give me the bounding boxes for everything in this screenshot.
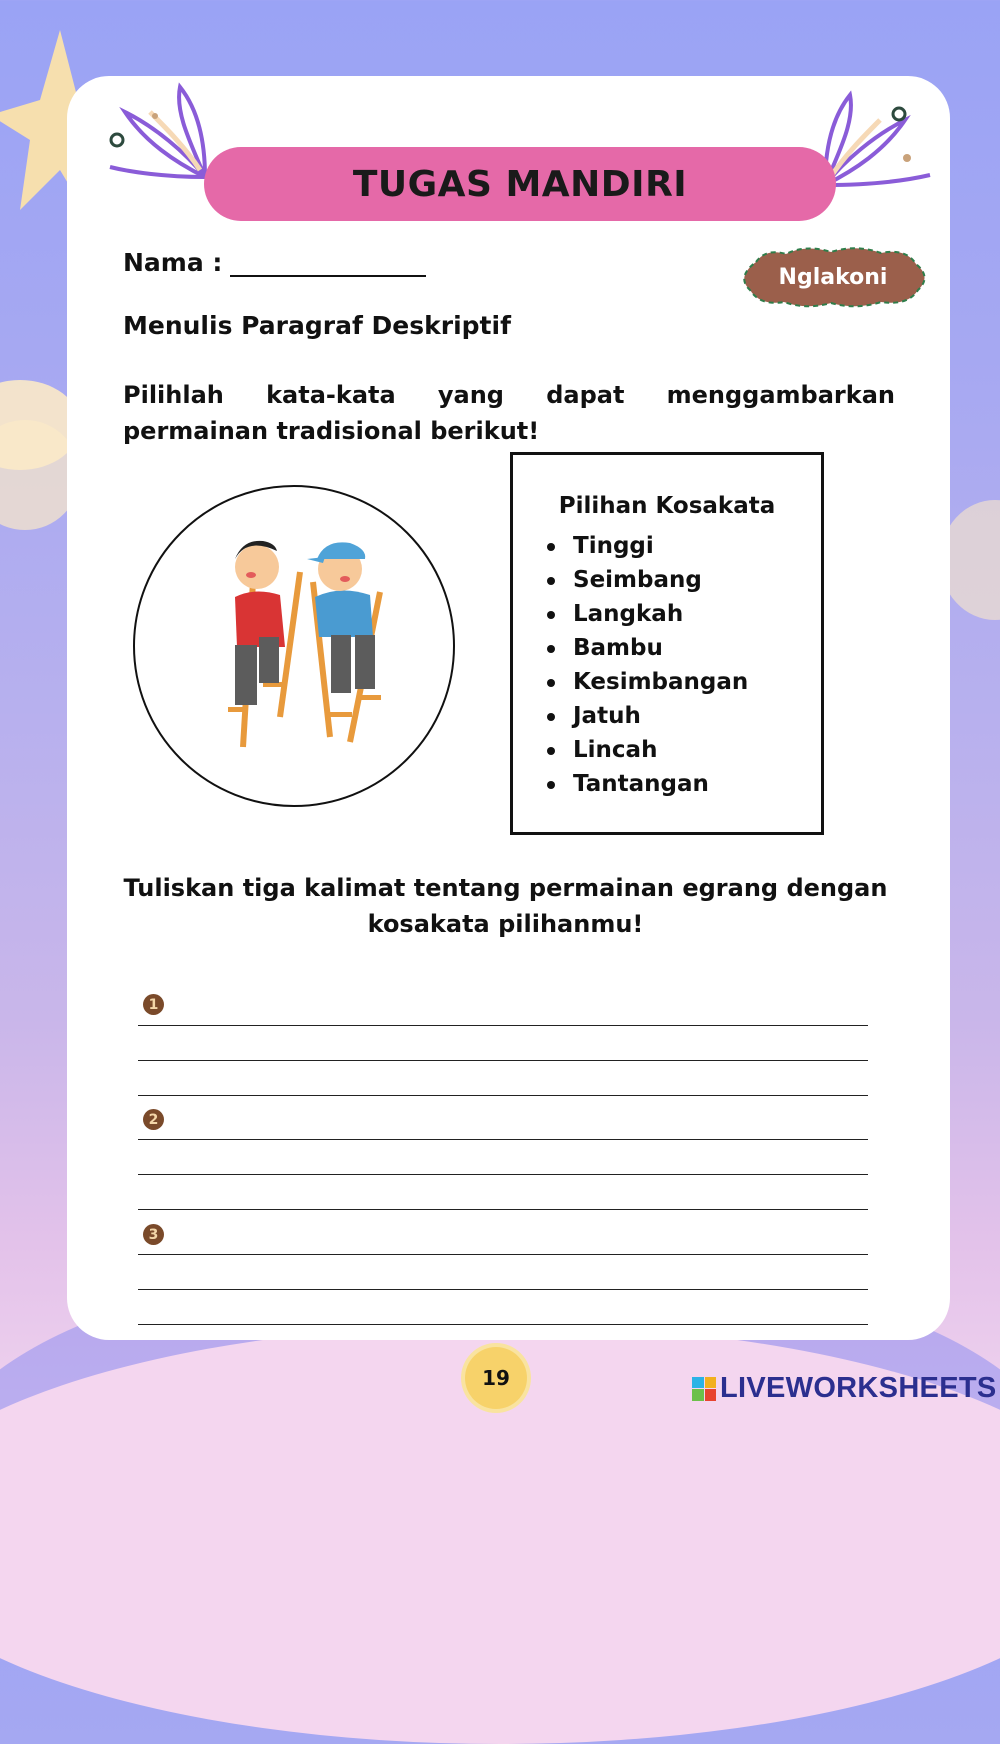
name-field-row <box>123 248 426 277</box>
answer-number-1: 1 <box>143 994 164 1015</box>
answer-number-2: 2 <box>143 1109 164 1130</box>
page-title: TUGAS MANDIRI <box>352 163 688 205</box>
writing-prompt: Tuliskan tiga kalimat tentang permainan egrang dengan kosakata pilihanmu! <box>123 874 888 938</box>
answer-line-1a[interactable] <box>138 1025 868 1026</box>
list-item <box>571 665 748 699</box>
list-item <box>571 767 748 801</box>
name-input-line[interactable] <box>230 251 426 277</box>
bullet-icon <box>547 611 555 619</box>
vocab-word: Jatuh <box>573 703 641 729</box>
answer-line-3b[interactable] <box>138 1289 868 1290</box>
answer-line-2c[interactable] <box>138 1209 868 1210</box>
bullet-icon <box>547 577 555 585</box>
bullet-icon <box>547 543 555 551</box>
vocab-word: Seimbang <box>573 567 702 593</box>
list-item <box>571 529 748 563</box>
bullet-icon <box>547 747 555 755</box>
vocabulary-list <box>571 529 748 801</box>
page-number: 19 <box>465 1347 527 1409</box>
list-item <box>571 699 748 733</box>
vocabulary-box <box>510 452 824 835</box>
answer-line-3c[interactable] <box>138 1324 868 1325</box>
bullet-icon <box>547 713 555 721</box>
vocab-word: Bambu <box>573 635 663 661</box>
illustration-frame <box>133 485 455 807</box>
list-item <box>571 597 748 631</box>
activity-badge <box>736 244 930 310</box>
answer-line-2a[interactable] <box>138 1139 868 1140</box>
answer-line-1c[interactable] <box>138 1095 868 1096</box>
vocab-word: Lincah <box>573 737 658 763</box>
bullet-icon <box>547 781 555 789</box>
name-label: Nama : <box>123 248 223 277</box>
vocab-word: Tinggi <box>573 533 654 559</box>
vocabulary-title: Pilihan Kosakata <box>558 493 776 519</box>
liveworksheets-brand[interactable] <box>692 1372 997 1405</box>
section-subtitle: Menulis Paragraf Deskriptif <box>123 311 511 340</box>
title-banner <box>204 147 836 221</box>
bullet-icon <box>547 679 555 687</box>
instruction-text: Pilihlah kata-kata yang dapat menggambarkan permainan tradisional berikut! <box>123 381 895 445</box>
brand-name: LIVEWORKSHEETS <box>720 1372 997 1404</box>
answer-line-2b[interactable] <box>138 1174 868 1175</box>
list-item <box>571 733 748 767</box>
list-item <box>571 563 748 597</box>
vocab-word: Tantangan <box>573 771 709 797</box>
vocab-word: Langkah <box>573 601 684 627</box>
bullet-icon <box>547 645 555 653</box>
list-item <box>571 631 748 665</box>
stilt-kids-illustration <box>135 487 453 805</box>
answer-line-3a[interactable] <box>138 1254 868 1255</box>
vocab-word: Kesimbangan <box>573 669 749 695</box>
answer-number-3: 3 <box>143 1224 164 1245</box>
liveworksheets-logo-icon <box>692 1377 716 1401</box>
answer-line-1b[interactable] <box>138 1060 868 1061</box>
badge-label: Nglakoni <box>778 264 888 290</box>
